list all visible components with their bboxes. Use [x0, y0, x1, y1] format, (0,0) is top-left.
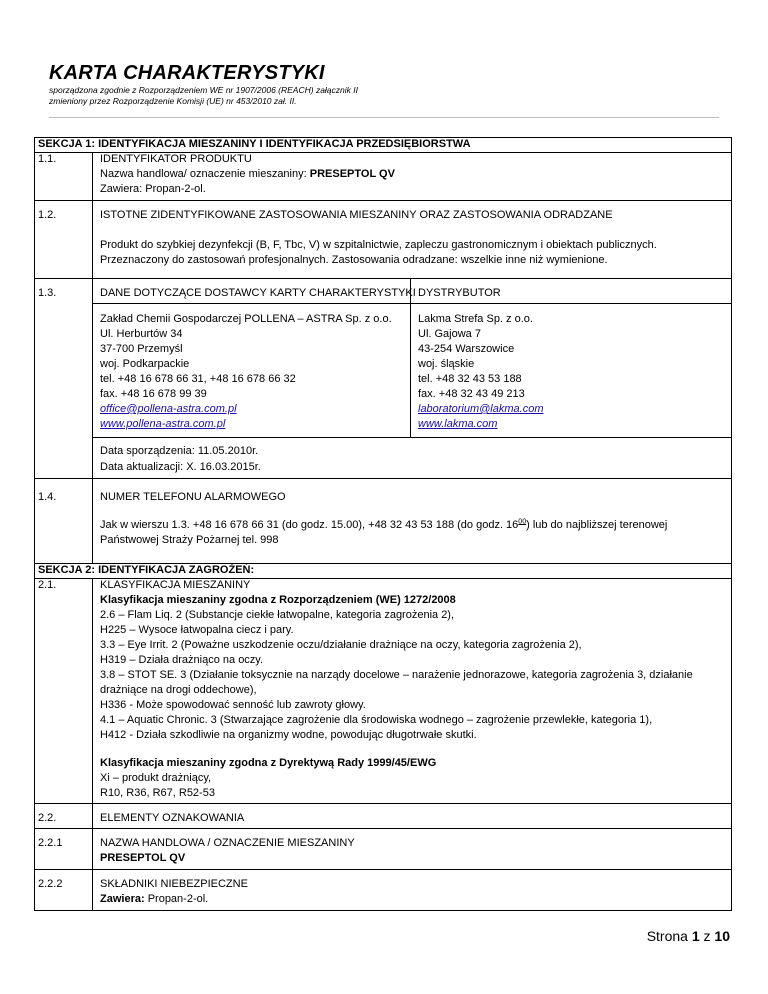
classification-dsd-line: R10, R36, R67, R52-53 [100, 787, 215, 799]
s12-line-1: Produkt do szybkiej dezynfekcji (B, F, Tbc, V) w szpitalnictwie, zapleczu gastronomicznym i obiektach publicznych. [100, 239, 657, 251]
s13-number: 1.3. [38, 287, 57, 299]
page-prefix: Strona [646, 928, 692, 944]
date-updated: Data aktualizacji: X. 16.03.2015r. [100, 461, 261, 473]
date-created: Data sporządzenia: 11.05.2010r. [100, 445, 259, 457]
s221-number: 2.2.1 [38, 837, 63, 849]
supplier-line: tel. +48 16 678 66 31, +48 16 678 66 32 [100, 373, 296, 385]
s11-number: 1.1. [38, 153, 57, 165]
supplier-line: 37-700 Przemyśl [100, 343, 183, 355]
distributor-email-link[interactable]: laboratorium@lakma.com [418, 403, 544, 415]
distributor-line: 43-254 Warszowice [418, 343, 515, 355]
distributor-line: woj. śląskie [418, 358, 475, 370]
s222-label: Zawiera: [100, 893, 145, 905]
supplier-bottom-rule [92, 437, 732, 438]
s14-title: NUMER TELEFONU ALARMOWEGO [100, 491, 286, 503]
classification-clp-heading: Klasyfikacja mieszaniny zgodna z Rozporządzeniem (WE) 1272/2008 [100, 594, 456, 606]
section-1-heading: SEKCJA 1: IDENTYFIKACJA MIESZANINY I IDENTYFIKACJA PRZEDSIĘBIORSTWA [38, 138, 471, 150]
supplier-line: Ul. Herburtów 34 [100, 328, 183, 340]
s221-value: PRESEPTOL QV [100, 852, 186, 864]
supplier-line: fax. +48 16 678 99 39 [100, 388, 207, 400]
classification-line: H412 - Działa szkodliwie na organizmy wodne, powodując długotrwałe skutki. [100, 729, 477, 741]
rule-3 [34, 278, 732, 279]
page-title: KARTA CHARAKTERYSTYKI [49, 62, 325, 84]
subtitle-line-2: zmieniony przez Rozporządzenie Komisji (UE) nr 453/2010 zał. II. [49, 96, 297, 106]
product-name-label: Nazwa handlowa/ oznaczenie mieszaniny: [100, 168, 310, 180]
classification-line: H336 - Może spowodować senność lub zawroty głowy. [100, 699, 366, 711]
s11-title: IDENTYFIKATOR PRODUKTU [100, 153, 252, 165]
page-current: 1 [691, 928, 700, 944]
supplier-line: woj. Podkarpackie [100, 358, 190, 370]
page-subtitle [49, 85, 358, 107]
page-total: 10 [714, 928, 730, 944]
s222-contains [100, 892, 208, 907]
rule-9 [34, 869, 732, 870]
s222-number: 2.2.2 [38, 878, 63, 890]
subtitle-line-1: sporządzona zgodnie z Rozporządzeniem WE nr 1907/2006 (REACH) załącznik II [49, 85, 358, 95]
classification-line: 3.3 – Eye Irrit. 2 (Poważne uszkodzenie oczu/działanie drażniące na oczy, kategoria zagrożenia 2), [100, 639, 582, 651]
classification-line: drażniące na drogi oddechowe), [100, 684, 257, 696]
classification-dsd-line: Xi – produkt drażniący, [100, 772, 212, 784]
s12-number: 1.2. [38, 209, 57, 221]
classification-line: 2.6 – Flam Liq. 2 (Substancje ciekłe łatwopalne, kategoria zagrożenia 2), [100, 609, 455, 621]
col-separator-2 [92, 578, 93, 911]
emergency-time-sup: 00 [518, 518, 527, 526]
emergency-text-b: ) lub do najbliższej terenowej [526, 519, 668, 531]
supplier-email-link[interactable]: office@pollena-astra.com.pl [100, 403, 237, 415]
emergency-line-1 [100, 518, 667, 533]
product-name-value: PRESEPTOL QV [309, 168, 395, 180]
s222-title: SKŁADNIKI NIEBEZPIECZNE [100, 878, 248, 890]
distributor-line: tel. +48 32 43 53 188 [418, 373, 522, 385]
classification-dsd-heading: Klasyfikacja mieszaniny zgodna z Dyrektywą Rady 1999/45/EWG [100, 757, 437, 769]
col-separator-1 [92, 152, 93, 563]
distributor-line: Lakma Strefa Sp. z o.o. [418, 313, 533, 325]
rule-2 [34, 200, 732, 201]
s22-title: ELEMENTY OZNAKOWANIA [100, 812, 245, 824]
section-2-heading: SEKCJA 2: IDENTYFIKACJA ZAGROŻEŃ: [38, 564, 255, 576]
classification-line: H225 – Wysoce łatwopalna ciecz i pary. [100, 624, 294, 636]
supplier-divider [410, 278, 411, 437]
distributor-line: Ul. Gajowa 7 [418, 328, 481, 340]
rule-4 [34, 478, 732, 479]
supplier-heading: DANE DOTYCZĄCE DOSTAWCY KARTY CHARAKTERYSTYKI [100, 287, 416, 299]
emergency-line-2: Państwowej Straży Pożarnej tel. 998 [100, 534, 279, 546]
supplier-header-rule [92, 303, 732, 304]
s12-line-2: Przeznaczony do zastosowań profesjonalnych. Zastosowania odradzane: wszelkie inne niż wymienione. [100, 254, 608, 266]
s21-title: KLASYFIKACJA MIESZANINY [100, 579, 251, 591]
s222-value: Propan-2-ol. [144, 893, 209, 905]
supplier-line: Zakład Chemii Gospodarczej POLLENA – ASTRA Sp. z o.o. [100, 313, 392, 325]
distributor-www-link[interactable]: www.lakma.com [418, 418, 498, 430]
supplier-www-link[interactable]: www.pollena-astra.com.pl [100, 418, 226, 430]
s11-contains: Zawiera: Propan-2-ol. [100, 183, 206, 195]
classification-line: 3.8 – STOT SE. 3 (Działanie toksycznie na narządy docelowe – narażenie jednorazowe, kategoria zagrożenia 3, działanie [100, 669, 693, 681]
s12-title: ISTOTNE ZIDENTYFIKOWANE ZASTOSOWANIA MIESZANINY ORAZ ZASTOSOWANIA ODRADZANE [100, 209, 613, 221]
classification-line: H319 – Działa drażniąco na oczy. [100, 654, 264, 666]
s221-title: NAZWA HANDLOWA / OZNACZENIE MIESZANINY [100, 837, 355, 849]
emergency-text-a: Jak w wierszu 1.3. +48 16 678 66 31 (do godz. 15.00), +48 32 43 53 188 (do godz. 16 [100, 519, 519, 531]
s21-number: 2.1. [38, 579, 57, 591]
rule-7 [34, 803, 732, 804]
s14-number: 1.4. [38, 491, 57, 503]
classification-line: 4.1 – Aquatic Chronic. 3 (Stwarzające zagrożenie dla środowiska wodnego – zagrożenie przewlekłe, kategoria 1), [100, 714, 653, 726]
product-name-line [100, 167, 395, 182]
rule-8 [34, 828, 732, 829]
distributor-heading: DYSTRYBUTOR [418, 287, 501, 299]
page-number [647, 928, 730, 944]
s22-number: 2.2. [38, 812, 57, 824]
distributor-line: fax. +48 32 43 49 213 [418, 388, 525, 400]
header-divider [49, 117, 719, 118]
page-mid: z [699, 928, 715, 944]
